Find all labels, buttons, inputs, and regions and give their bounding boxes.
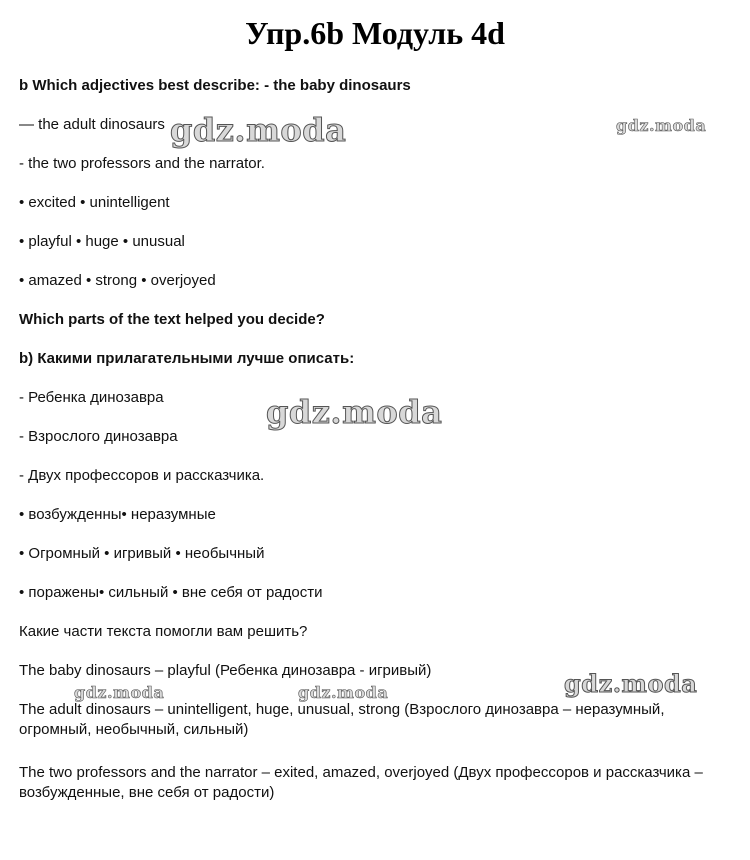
question-en-followup: Which parts of the text helped you decide?: [19, 311, 325, 328]
question-en-item-adult: — the adult dinosaurs: [19, 116, 165, 133]
watermark-logo: gdz.moda: [266, 393, 443, 431]
adjective-option-row-3: • amazed • strong • overjoyed: [19, 272, 216, 289]
adjective-option-row-1: • excited • unintelligent: [19, 194, 170, 211]
adjective-ru-row-3: • поражены• сильный • вне себя от радости: [19, 584, 323, 601]
watermark-logo: gdz.moda: [170, 111, 347, 149]
watermark-logo: gdz.moda: [298, 683, 389, 702]
watermark-logo: gdz.moda: [564, 669, 698, 698]
answer-professors-narrator: The two professors and the narrator – exited, amazed, overjoyed (Двух профессоров и рассказчика – возбужденные, вне себя от радости): [19, 764, 703, 801]
question-ru-item-baby: - Ребенка динозавра: [19, 389, 164, 406]
question-en-heading: b Which adjectives best describe: - the baby dinosaurs: [19, 77, 411, 94]
question-en-item-professors: - the two professors and the narrator.: [19, 155, 265, 172]
page-title: Упр.6b Модуль 4d: [245, 15, 505, 51]
watermark-logo: gdz.moda: [74, 683, 165, 702]
adjective-ru-row-1: • возбужденны• неразумные: [19, 506, 216, 523]
answer-adult-dinosaurs: The adult dinosaurs – unintelligent, huge, unusual, strong (Взрослого динозавра – неразумный, огромный, необычный, сильный): [19, 701, 665, 738]
adjective-ru-row-2: • Огромный • игривый • необычный: [19, 545, 265, 562]
question-ru-item-adult: - Взрослого динозавра: [19, 428, 178, 445]
adjective-option-row-2: • playful • huge • unusual: [19, 233, 185, 250]
watermark-logo: gdz.moda: [616, 116, 707, 135]
question-ru-heading: b) Какими прилагательными лучше описать:: [19, 350, 355, 367]
question-ru-item-professors: - Двух профессоров и рассказчика.: [19, 467, 265, 484]
question-ru-followup: Какие части текста помогли вам решить?: [19, 623, 308, 640]
answer-baby-dinosaurs: The baby dinosaurs – playful (Ребенка динозавра - игривый): [19, 662, 432, 679]
